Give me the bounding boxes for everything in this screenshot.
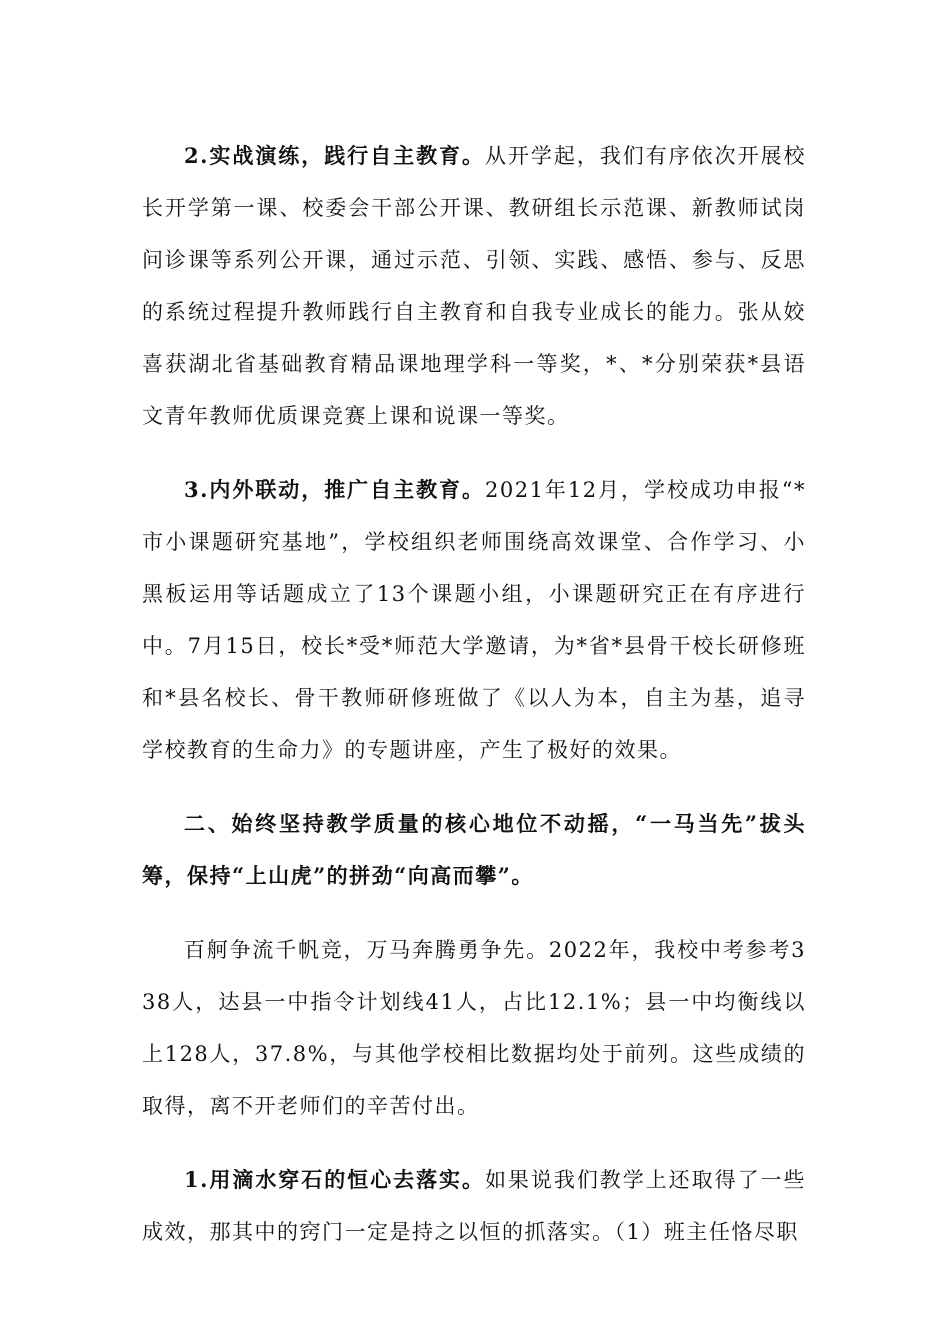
paragraph-text: 2021年12月，学校成功申报“*市小课题研究基地”，学校组织老师围绕高效课堂、合作学习、小黑板运用等话题成立了13个课题小组，小课题研究正在有序进行中。7月15日，校长*受*师范大学邀请，为*省*县骨干校长研修班和*县名校长、骨干教师研修班做了《以人为本，自主为基，追寻学校教育的生命力》的专题讲座，产生了极好的效果。 [142,478,807,762]
paragraph-text: 从开学起，我们有序依次开展校长开学第一课、校委会干部公开课、教研组长示范课、新教师试岗问诊课等系列公开课，通过示范、引领、实践、感悟、参与、反思的系统过程提升教师践行自主教育和自我专业成长的能力。张从姣喜获湖北省基础教育精品课地理学科一等奖，*、*分别荣获*县语文青年教师优质课竞赛上课和说课一等奖。 [142,144,807,428]
paragraph-perseverance [142,1154,806,1258]
paragraph-lead: 1.用滴水穿石的恒心去落实。 [184,1167,485,1192]
paragraph-lead: 2.实战演练，践行自主教育。 [184,143,485,168]
paragraph-lead: 3.内外联动，推广自主教育。 [184,477,485,502]
section-heading-teaching-quality [142,798,806,902]
document-body [142,130,806,1280]
paragraph-exam-results [142,924,806,1132]
paragraph-practice-drill [142,130,806,442]
paragraph-internal-external [142,464,806,776]
section-heading-text: 二、始终坚持教学质量的核心地位不动摇，“一马当先”拔头筹，保持“上山虎”的拼劲“向高而攀”。 [142,811,806,888]
paragraph-text: 如果说我们教学上还取得了一些成效，那其中的窍门一定是持之以恒的抓落实。（1）班主任恪尽职 [142,1168,807,1244]
paragraph-text: 百舸争流千帆竞，万马奔腾勇争先。2022年，我校中考参考338人，达县一中指令计划线41人，占比12.1%；县一中均衡线以上128人，37.8%，与其他学校相比数据均处于前列。这些成绩的取得，离不开老师们的辛苦付出。 [142,938,806,1118]
